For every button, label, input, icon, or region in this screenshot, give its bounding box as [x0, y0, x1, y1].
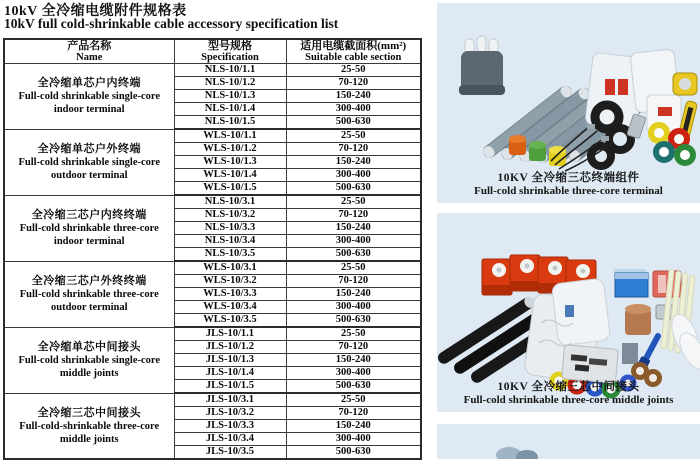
product-name-en: Full-cold shrinkable single-core — [18, 91, 161, 103]
product-name-en: outdoor terminal — [50, 170, 128, 181]
cable-section-cell: 500-630 — [286, 380, 421, 394]
product-name-cell — [4, 195, 174, 261]
product-name-cell — [4, 261, 174, 327]
table-row — [4, 261, 421, 275]
cable-section-cell: 500-630 — [286, 182, 421, 196]
model-spec-cell: WLS-10/3.2 — [174, 275, 286, 288]
model-spec-cell: NLS-10/1.1 — [174, 64, 286, 77]
middle-joint-caption-zh: 10KV 全冷缩三芯中间接头 — [497, 381, 640, 393]
breakout-boot — [459, 36, 505, 95]
header-section-en: Suitable cable section — [305, 52, 402, 63]
model-spec-cell: WLS-10/1.5 — [174, 182, 286, 196]
model-spec-cell: JLS-10/1.1 — [174, 327, 286, 341]
cable-section-cell: 300-400 — [286, 367, 421, 380]
model-spec-cell: JLS-10/3.3 — [174, 420, 286, 433]
cable-section-cell: 150-240 — [286, 156, 421, 169]
model-spec-cell: WLS-10/3.5 — [174, 314, 286, 328]
model-spec-cell: JLS-10/3.4 — [174, 433, 286, 446]
cable-section-cell: 25-50 — [286, 261, 421, 275]
model-spec-cell: JLS-10/1.4 — [174, 367, 286, 380]
table-row — [4, 195, 421, 209]
cable-section-cell: 300-400 — [286, 433, 421, 446]
model-spec-cell: JLS-10/1.2 — [174, 341, 286, 354]
partial-photo-illustration — [437, 424, 700, 459]
silver-pouch — [562, 345, 619, 384]
model-spec-cell: NLS-10/1.5 — [174, 116, 286, 130]
table-row — [4, 327, 421, 341]
model-spec-cell: NLS-10/3.4 — [174, 235, 286, 248]
cable-section-cell: 25-50 — [286, 393, 421, 407]
page-title-chinese: 10kV 全冷缩电缆附件规格表 — [4, 4, 187, 19]
middle-joint-kit-photo — [437, 213, 700, 412]
terminal-kit-photo — [437, 3, 700, 203]
model-spec-cell: NLS-10/3.2 — [174, 209, 286, 222]
header-name-en: Name — [76, 52, 103, 63]
model-spec-cell: NLS-10/3.5 — [174, 248, 286, 262]
sandpaper — [622, 343, 638, 364]
terminal-kit-caption-zh: 10KV 全冷缩三芯终端组件 — [497, 172, 640, 184]
cable-section-cell: 25-50 — [286, 327, 421, 341]
table-header — [4, 39, 421, 64]
product-name-en: middle joints — [59, 368, 119, 379]
header-section-zh: 适用电缆截面积(mm²) — [300, 40, 407, 52]
cable-section-cell: 300-400 — [286, 169, 421, 182]
cable-section-cell: 150-240 — [286, 354, 421, 367]
cable-section-cell: 500-630 — [286, 314, 421, 328]
cable-section-cell: 150-240 — [286, 90, 421, 103]
model-spec-cell: WLS-10/1.2 — [174, 143, 286, 156]
header-product-name — [4, 39, 174, 64]
model-spec-cell: JLS-10/3.5 — [174, 446, 286, 460]
product-name-zh: 全冷缩三芯户内终终端 — [31, 209, 147, 221]
terminal-kit-caption — [437, 172, 700, 198]
cable-section-cell: 500-630 — [286, 248, 421, 262]
model-spec-cell: JLS-10/1.3 — [174, 354, 286, 367]
product-name-cell — [4, 327, 174, 393]
cable-section-cell: 300-400 — [286, 301, 421, 314]
cable-section-cell: 150-240 — [286, 420, 421, 433]
product-name-en: Full-cold shrinkable single-core — [18, 355, 161, 366]
tape-measure — [673, 73, 697, 95]
model-spec-cell: WLS-10/3.1 — [174, 261, 286, 275]
table-row — [4, 64, 421, 77]
cable-section-cell: 70-120 — [286, 275, 421, 288]
table-row — [4, 393, 421, 407]
model-spec-cell: NLS-10/1.2 — [174, 77, 286, 90]
header-cable-section — [286, 39, 421, 64]
model-spec-cell: WLS-10/1.4 — [174, 169, 286, 182]
cable-section-cell: 150-240 — [286, 288, 421, 301]
header-spec-zh: 型号规格 — [208, 40, 252, 52]
model-spec-cell: WLS-10/1.1 — [174, 129, 286, 143]
model-spec-cell: JLS-10/1.5 — [174, 380, 286, 394]
tan-roll — [625, 304, 651, 335]
product-name-en: indoor terminal — [53, 104, 125, 116]
terminal-kit-caption-en: Full-cold shrinkable three-core terminal — [474, 185, 663, 197]
cable-section-cell: 70-120 — [286, 143, 421, 156]
product-name-en: indoor terminal — [53, 236, 125, 247]
cable-section-cell: 25-50 — [286, 64, 421, 77]
table-row — [4, 129, 421, 143]
product-name-en: Full-cold shrinkable three-core — [19, 289, 159, 300]
product-name-en: Full-cold-shrinkable three-core — [19, 420, 160, 432]
model-spec-cell: NLS-10/3.1 — [174, 195, 286, 209]
product-name-cell — [4, 64, 174, 130]
header-name-zh: 产品名称 — [67, 40, 112, 52]
model-spec-cell: JLS-10/3.1 — [174, 393, 286, 407]
product-name-zh: 全冷缩单芯户内终端 — [37, 77, 141, 90]
product-name-zh: 全冷缩单芯中间接头 — [37, 341, 141, 353]
product-name-zh: 全冷缩三芯中间接头 — [37, 406, 141, 419]
header-spec-en: Specification — [201, 52, 259, 63]
product-name-en: outdoor terminal — [50, 302, 128, 313]
product-name-en: Full-cold shrinkable three-core — [19, 223, 159, 234]
middle-joint-caption-en: Full-cold shrinkable three-core middle joints — [463, 394, 674, 406]
product-name-cell — [4, 129, 174, 195]
spec-table-body — [4, 64, 421, 460]
product-name-zh: 全冷缩单芯户外终端 — [37, 143, 141, 155]
product-name-cell — [4, 393, 174, 459]
header-specification — [174, 39, 286, 64]
model-spec-cell: WLS-10/1.3 — [174, 156, 286, 169]
cable-section-cell: 70-120 — [286, 77, 421, 90]
product-name-en: middle joints — [59, 433, 119, 445]
model-spec-cell: NLS-10/1.4 — [174, 103, 286, 116]
product-name-zh: 全冷缩三芯户外终终端 — [31, 275, 147, 287]
cable-section-cell: 25-50 — [286, 129, 421, 143]
model-spec-cell: NLS-10/1.3 — [174, 90, 286, 103]
model-spec-cell: WLS-10/3.4 — [174, 301, 286, 314]
partial-photo — [437, 424, 700, 459]
cable-section-cell: 500-630 — [286, 446, 421, 460]
middle-joint-kit-caption — [437, 381, 700, 407]
cable-section-cell: 70-120 — [286, 407, 421, 420]
specification-table — [3, 38, 422, 460]
page-title-english: 10kV full cold-shrinkable cable accessory specification list — [4, 16, 339, 31]
cable-section-cell: 70-120 — [286, 209, 421, 222]
model-spec-cell: WLS-10/3.3 — [174, 288, 286, 301]
cable-section-cell: 300-400 — [286, 103, 421, 116]
cable-section-cell: 500-630 — [286, 116, 421, 130]
cable-section-cell: 150-240 — [286, 222, 421, 235]
cable-section-cell: 300-400 — [286, 235, 421, 248]
cable-section-cell: 70-120 — [286, 341, 421, 354]
cable-section-cell: 25-50 — [286, 195, 421, 209]
model-spec-cell: JLS-10/3.2 — [174, 407, 286, 420]
model-spec-cell: NLS-10/3.3 — [174, 222, 286, 235]
blue-box — [613, 269, 649, 297]
product-name-en: Full-cold shrinkable single-core — [18, 157, 161, 168]
